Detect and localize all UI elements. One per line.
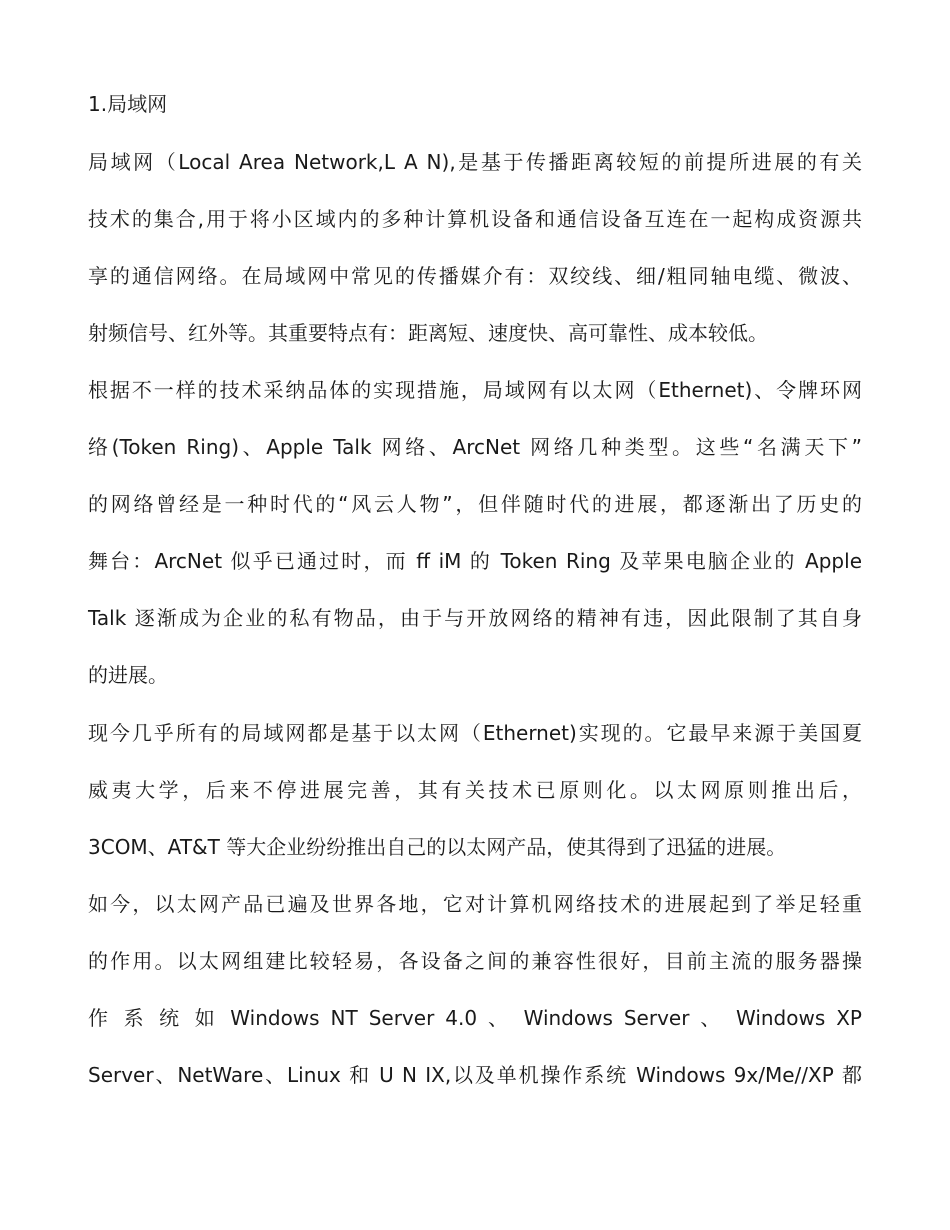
body-line: 络(Token Ring)、Apple Talk 网络、ArcNet 网络几种类型。这些“名满天下” xyxy=(88,435,862,459)
body-line: 3COM、AT&T 等大企业纷纷推出自己的以太网产品，使其得到了迅猛的进展。 xyxy=(88,835,787,859)
body-line: Server、NetWare、Linux 和 U N IX,以及单机操作系统 Windows 9x/Me//XP 都 xyxy=(88,1063,862,1087)
body-line: 如今，以太网产品已遍及世界各地，它对计算机网络技术的进展起到了举足轻重 xyxy=(88,892,862,916)
body-line: 局域网（Local Area Network,L A N),是基于传播距离较短的前提所进展的有关 xyxy=(88,150,862,174)
body-line: 射频信号、红外等。其重要特点有：距离短、速度快、高可靠性、成本较低。 xyxy=(88,321,768,345)
body-line: 现今几乎所有的局域网都是基于以太网（Ethernet)实现的。它最早来源于美国夏 xyxy=(88,721,862,745)
body-line: 技术的集合,用于将小区域内的多种计算机设备和通信设备互连在一起构成资源共 xyxy=(88,207,862,231)
body-line: Talk 逐渐成为企业的私有物品，由于与开放网络的精神有违，因此限制了其自身 xyxy=(88,606,862,630)
body-line: 的网络曾经是一种时代的“风云人物”，但伴随时代的进展，都逐渐出了历史的 xyxy=(88,492,862,516)
body-line: 根据不一样的技术采纳品体的实现措施，局域网有以太网（Ethernet)、令牌环网 xyxy=(88,378,862,402)
body-line: 威夷大学，后来不停进展完善，其有关技术已原则化。以太网原则推出后， xyxy=(88,778,862,802)
body-line: 舞台：ArcNet 似乎已通过时，而 ff iM 的 Token Ring 及苹果电脑企业的 Apple xyxy=(88,549,862,573)
section-heading: 1.局域网 xyxy=(88,92,168,116)
body-line: 的作用。以太网组建比较轻易，各设备之间的兼容性很好，目前主流的服务器操 xyxy=(88,949,862,973)
body-line: 的进展。 xyxy=(88,663,168,687)
body-line: 作 系 统 如 Windows NT Server 4.0 、 Windows Server 、 Windows XP xyxy=(88,1006,862,1030)
body-line: 享的通信网络。在局域网中常见的传播媒介有：双绞线、细/粗同轴电缆、微波、 xyxy=(88,264,862,288)
